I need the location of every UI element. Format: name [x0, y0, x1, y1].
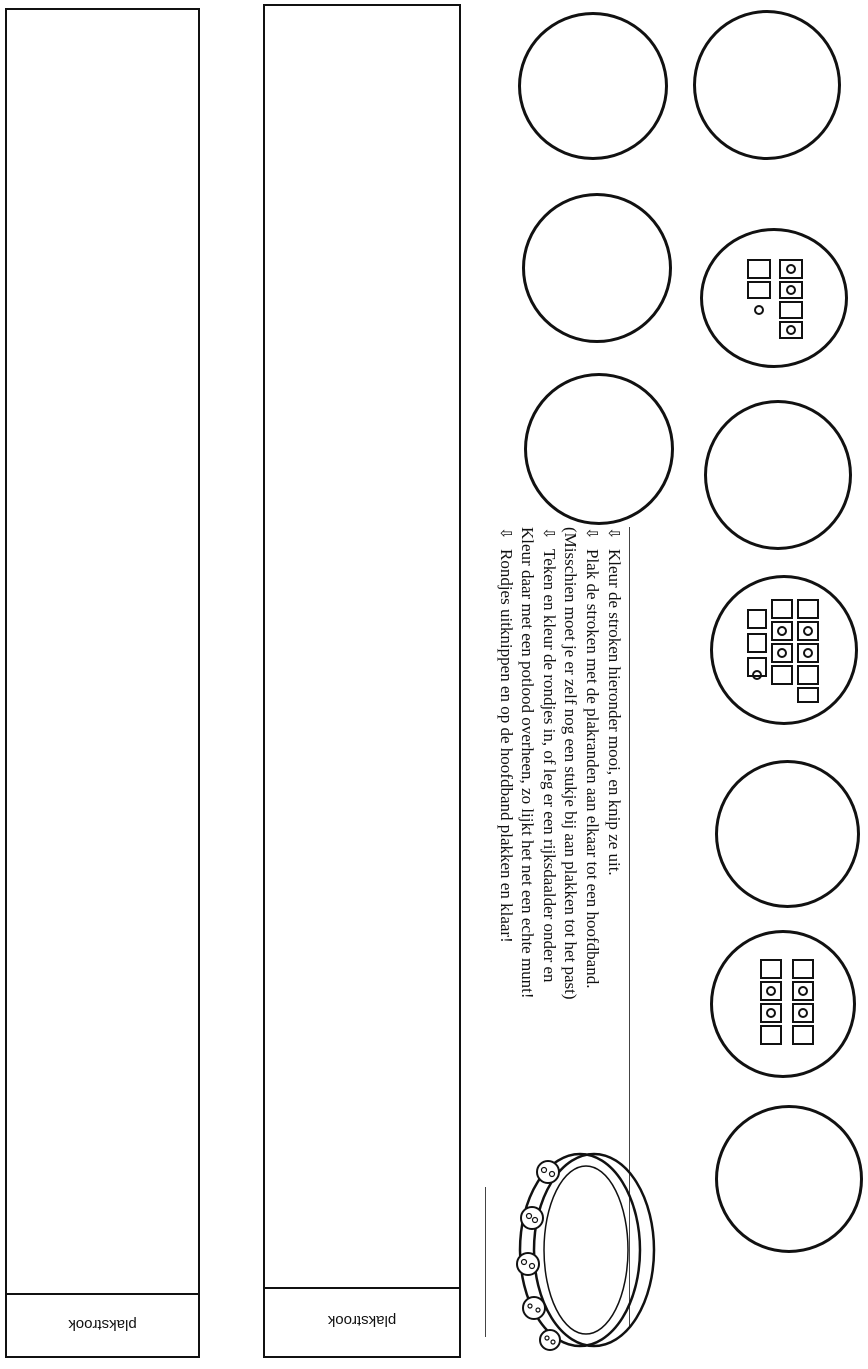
arrow-down-outline-icon: ⇩: [605, 527, 623, 540]
paper-strip-right: [263, 4, 461, 1358]
beer-badge-icon: [700, 228, 848, 368]
glue-tab-label: plakstrook: [327, 1312, 397, 1330]
arrow-down-outline-icon: ⇩: [540, 527, 558, 540]
instruction-item: ⇩Teken en kleur de rondjes in, of leg er een rijksdaalder onder en: [540, 527, 559, 983]
instruction-item: ⇩Rondjes uitknippen en op de hoofdband plakken en klaar!: [497, 527, 516, 943]
coin-circle-beer: [700, 228, 848, 368]
coin-circle: [524, 373, 674, 525]
coin-circle: [715, 760, 860, 908]
coin-circle-booster: [710, 575, 858, 725]
coin-circle-voor-door: [710, 930, 856, 1078]
instruction-item: (Misschien moet je er zelf nog een stukje bij aan plakken tot het past): [561, 527, 580, 1000]
coin-circle: [693, 10, 841, 160]
glue-tab-divider: [7, 1293, 198, 1295]
instruction-item: ⇩Plak de stroken met de plakranden aan elkaar tot een hoofdband.: [583, 527, 602, 989]
coin-circle: [715, 1105, 863, 1253]
coin-circle: [518, 12, 668, 160]
voor-door-badge-icon: [710, 930, 856, 1078]
coin-circle: [704, 400, 852, 550]
instruction-item: ⇩Kleur de stroken hieronder mooi, en knip ze uit.: [605, 527, 624, 876]
arrow-down-outline-icon: ⇩: [497, 527, 515, 540]
paper-strip-left: [5, 8, 200, 1358]
arrow-down-outline-icon: ⇩: [583, 527, 601, 540]
booster-badge-icon: [710, 575, 858, 725]
glue-tab-label: plakstrook: [68, 1316, 137, 1334]
glue-tab-divider: [265, 1287, 459, 1289]
coin-circle: [522, 193, 672, 343]
instructions-bottom-rule: [485, 1187, 486, 1337]
headband-illustration: [500, 1148, 660, 1353]
instruction-item: Kleur daar met een potlood overheen, zo lijkt het net een echte munt!: [518, 527, 537, 999]
